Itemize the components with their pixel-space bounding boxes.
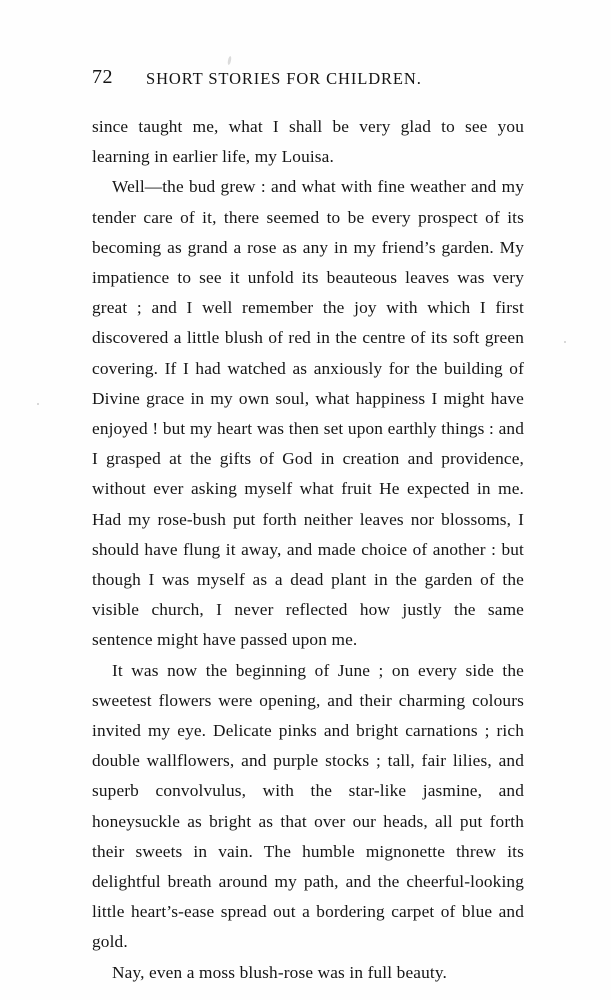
paragraph: Nay, even a moss blush-rose was in full beauty. (112, 962, 447, 982)
page-header (92, 66, 522, 90)
paragraph: It was now the beginning of June ; on every side the sweetest flowers were opening, and their charming colours invited my eye. Delicate pinks and bright carnations ; rich double wallflowers, and purple stocks ; tall, fair lilies, and superb convolvulus, with the star-like jasmine, and honeysuckle as bright as that over our heads, all put forth their sweets in vain. The humble mignonette threw its delightful breath around my path, and the cheerful-looking little heart’s-ease spread out a bordering carpet of blue and gold. (92, 660, 524, 952)
scan-artifact-mark (227, 56, 232, 65)
running-head: SHORT STORIES FOR CHILDREN. (146, 69, 422, 88)
scan-artifact-mark (564, 341, 566, 343)
page-number: 72 (92, 66, 113, 88)
paragraph: since taught me, what I shall be very glad to see you learning in earlier life, my Louisa. (92, 117, 524, 167)
scan-artifact-mark (37, 403, 39, 405)
paragraph: Well—the bud grew : and what with fine weather and my tender care of it, there seemed to be every prospect of its becoming as grand a rose as any in my friend’s garden. My impatience to see it unfold its beauteous leaves was very great ; and I well remember the joy with which I first discovered a little blush of red in the centre of its soft green covering. If I had watched as anxiously for the building of Divine grace in my own soul, what happiness I might have enjoyed ! but my heart was then set upon earthly things : and I grasped at the gifts of God in creation and providence, without ever asking myself what fruit He expected in me. Had my rose-bush put forth neither leaves nor blossoms, I should have flung it away, and made choice of another : but though I was myself as a dead plant in the garden of the visible church, I never reflected how justly the same sentence might have passed upon me. (92, 177, 524, 650)
page-body (92, 112, 524, 988)
